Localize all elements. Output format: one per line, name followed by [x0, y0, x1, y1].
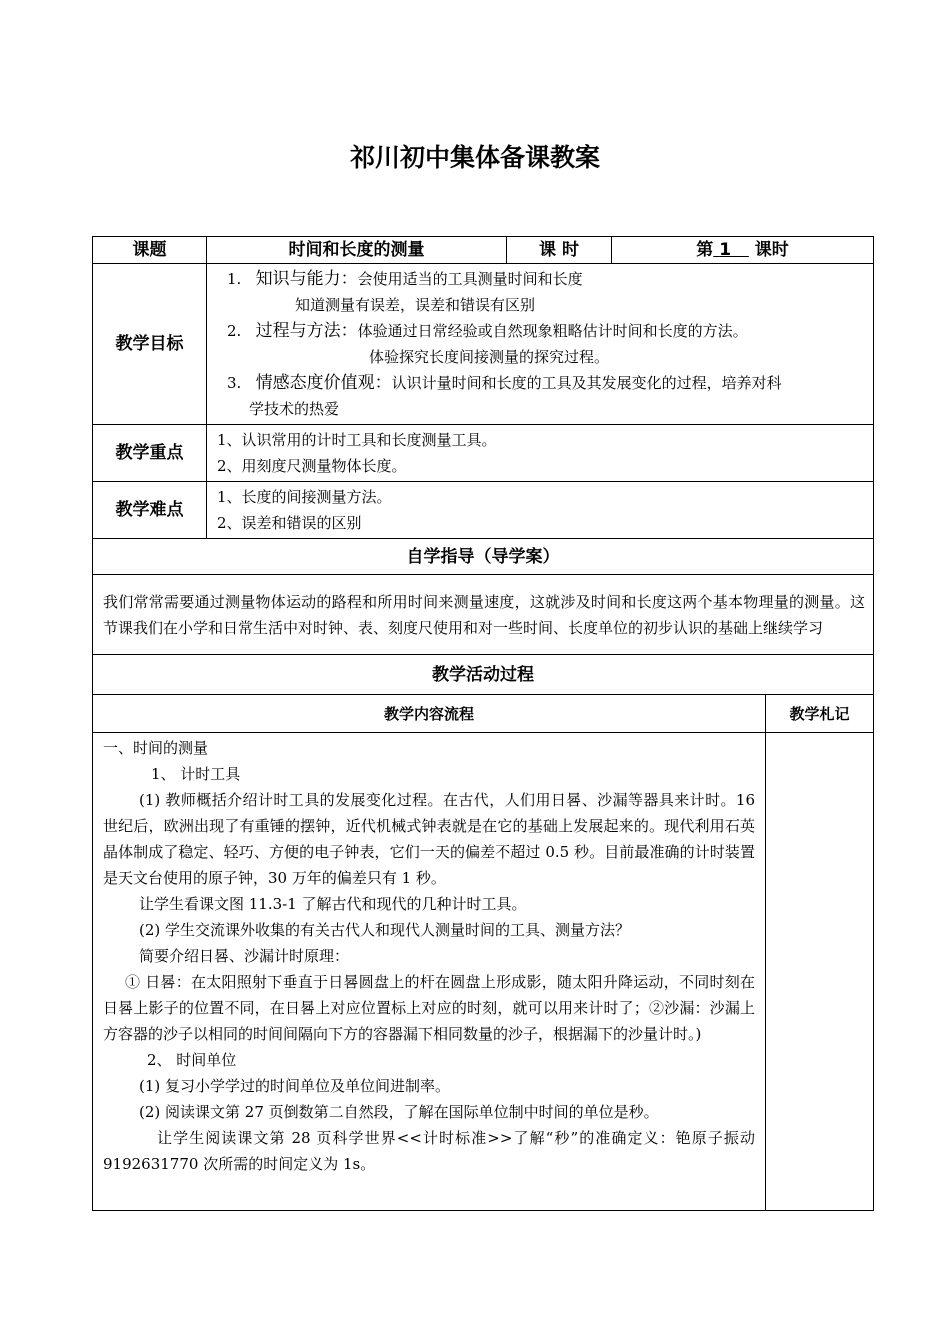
period-value	[612, 237, 874, 264]
key-point-2: 2、用刻度尺测量物体长度。	[217, 457, 407, 475]
header-row	[93, 237, 874, 264]
period-prefix: 第	[696, 240, 714, 260]
lesson-plan-table	[92, 236, 874, 1211]
topic-label: 课题	[93, 237, 207, 264]
objective-2: 2. 过程与方法：体验通过日常经验或自然现象粗略估计时间和长度的方法。	[227, 321, 748, 341]
section-time-measurement: 一、时间的测量	[103, 739, 209, 757]
objectives-label: 教学目标	[93, 264, 207, 425]
paragraph-second-definition: 让学生阅读课文第 28 页科学世界<<计时标准>>了解“秒”的准确定义：铯原子振动 9192631770 次所需的时间定义为 1s。	[103, 1129, 755, 1173]
difficulties-label: 教学难点	[93, 482, 207, 539]
key-points-label: 教学重点	[93, 425, 207, 482]
objective-3: 3. 情感态度价值观：认识计量时间和长度的工具及其发展变化的过程，培养对科	[227, 373, 782, 393]
subsection-time-units: 2、 时间单位	[147, 1051, 237, 1069]
difficulties-row	[93, 482, 874, 539]
paragraph-timing-history: (1) 教师概括介绍计时工具的发展变化过程。在古代，人们用日晷、沙漏等器具来计时。16 世纪后，欧洲出现了有重锤的摆钟，近代机械式钟表就是在它的基础上发展起来的。现代利用石英晶体制成了稳定、轻巧、方便的电子钟表，它们一天的偏差不超过 0.5 秒。目前最准确的计时装置是天文台使用的原子钟，30 万年的偏差只有 1 秒。	[103, 791, 755, 887]
notes-cell	[766, 733, 874, 1211]
paragraph-textbook-figure: 让学生看课文图 11.3-1 了解古代和现代的几种计时工具。	[139, 895, 527, 913]
paragraph-review-units: (1) 复习小学学过的时间单位及单位间进制率。	[139, 1077, 451, 1095]
objectives-row	[93, 264, 874, 425]
paragraph-student-discussion: (2) 学生交流课外收集的有关古代人和现代人测量时间的工具、测量方法？	[139, 921, 631, 939]
process-header-row	[93, 655, 874, 695]
content-column-header: 教学内容流程	[93, 695, 766, 733]
period-label: 课 时	[507, 237, 612, 264]
self-study-text: 我们常常需要通过测量物体运动的路程和所用时间来测量速度，这就涉及时间和长度这两个基本物理量的测量。这节课我们在小学和日常生活中对时钟、表、刻度尺使用和对一些时间、长度单位的初步认识的基础上继续学习	[93, 575, 874, 655]
self-study-label: 自学指导（导学案）	[93, 539, 874, 575]
objective-1: 1. 知识与能力：会使用适当的工具测量时间和长度	[227, 269, 583, 289]
objectives-content	[207, 264, 874, 425]
key-point-1: 1、认识常用的计时工具和长度测量工具。	[217, 431, 497, 449]
notes-column-header: 教学札记	[766, 695, 874, 733]
process-content-row	[93, 733, 874, 1211]
process-label: 教学活动过程	[93, 655, 874, 695]
process-content	[93, 733, 766, 1211]
document-title: 祁川初中集体备课教案	[349, 143, 600, 172]
period-number: 1	[719, 240, 732, 260]
paragraph-sundial-hourglass: ① 日晷：在太阳照射下垂直于日晷圆盘上的杆在圆盘上形成影，随太阳升降运动，不同时刻在日晷上影子的位置不同，在日晷上对应位置标上对应的时刻，就可以用来计时了；②沙漏：沙漏上方容器的沙子以相同的时间间隔向下方的容器漏下相同数量的沙子，根据漏下的沙量计时。)	[103, 973, 755, 1043]
key-points-content	[207, 425, 874, 482]
topic-value: 时间和长度的测量	[207, 237, 507, 264]
self-study-row	[93, 575, 874, 655]
objective-3-sub: 学技术的热爱	[249, 400, 340, 418]
paragraph-si-unit: (2) 阅读课文第 27 页倒数第二自然段，了解在国际单位制中时间的单位是秒。	[139, 1103, 659, 1121]
self-study-header-row	[93, 539, 874, 575]
objective-1-sub: 知道测量有误差，误差和错误有区别	[295, 296, 536, 314]
paragraph-principle-intro: 简要介绍日晷、沙漏计时原理：	[139, 947, 350, 965]
difficulty-2: 2、误差和错误的区别	[217, 514, 362, 532]
key-points-row	[93, 425, 874, 482]
process-columns-row	[93, 695, 874, 733]
period-suffix: 课时	[754, 240, 789, 260]
subsection-timing-tools: 1、 计时工具	[151, 765, 241, 783]
difficulties-content	[207, 482, 874, 539]
difficulty-1: 1、长度的间接测量方法。	[217, 488, 392, 506]
objective-2-sub: 体验探究长度间接测量的探究过程。	[369, 348, 610, 366]
